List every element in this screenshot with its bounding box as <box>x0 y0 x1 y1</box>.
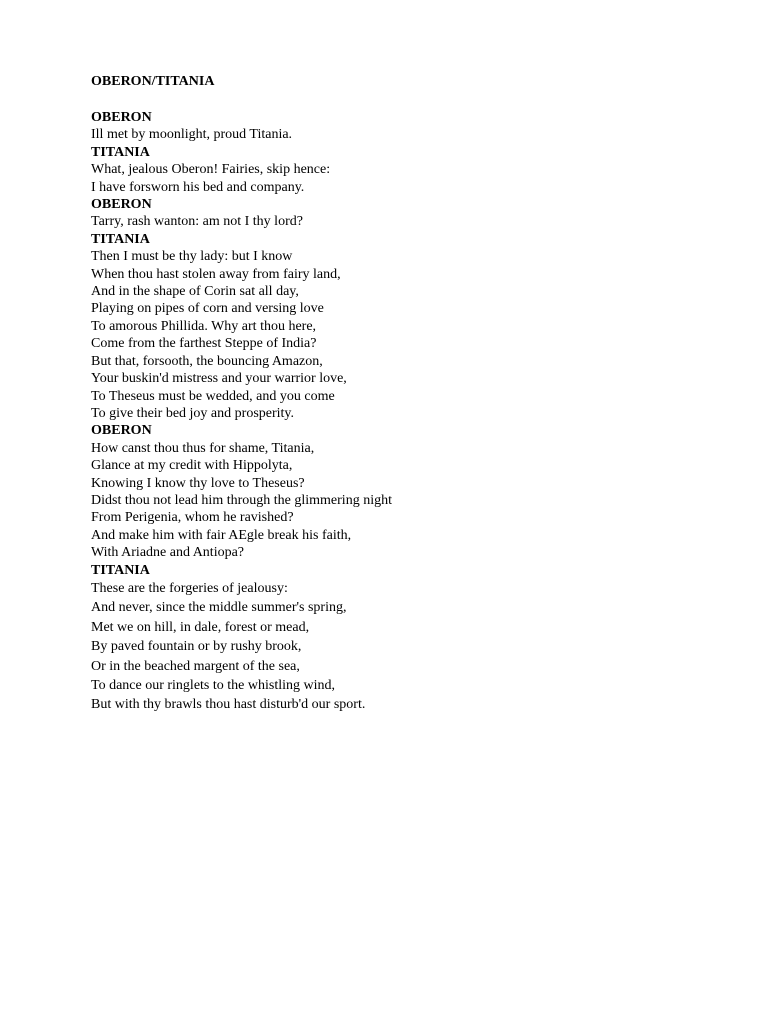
verse-line: Knowing I know thy love to Theseus? <box>91 475 305 491</box>
verse-line: How canst thou thus for shame, Titania, <box>91 440 315 456</box>
speech-titania-3 <box>91 562 711 715</box>
verse-line: What, jealous Oberon! Fairies, skip hence: <box>91 162 331 178</box>
verse-line: From Perigenia, whom he ravished? <box>91 510 294 526</box>
verse-line: Or in the beached margent of the sea, <box>91 658 300 674</box>
verse-line: These are the forgeries of jealousy: <box>91 580 288 596</box>
speaker-name: TITANIA <box>91 144 150 160</box>
verse-line: And make him with fair AEgle break his faith, <box>91 527 352 543</box>
speech-oberon-1 <box>91 109 711 144</box>
verse-line: Ill met by moonlight, proud Titania. <box>91 127 293 143</box>
speaker-name: OBERON <box>91 197 152 213</box>
verse-line: To dance our ringlets to the whistling wind, <box>91 678 335 693</box>
verse-line: Tarry, rash wanton: am not I thy lord? <box>91 214 303 230</box>
speech-titania-1 <box>91 144 711 196</box>
verse-line: Met we on hill, in dale, forest or mead, <box>91 619 310 635</box>
speaker-name: TITANIA <box>91 562 150 578</box>
speaker-name: OBERON <box>91 423 152 439</box>
verse-line: With Ariadne and Antiopa? <box>91 545 245 561</box>
speech-oberon-2 <box>91 196 711 231</box>
verse-line: Didst thou not lead him through the glimmering night <box>91 492 392 508</box>
verse-line: Glance at my credit with Hippolyta, <box>91 458 293 474</box>
speech-titania-2 <box>91 231 711 422</box>
speech-oberon-3 <box>91 422 711 561</box>
verse-line: But that, forsooth, the bouncing Amazon, <box>91 353 323 369</box>
verse-line: Come from the farthest Steppe of India? <box>91 336 317 352</box>
verse-line: And in the shape of Corin sat all day, <box>91 284 299 300</box>
verse-line: And never, since the middle summer's spring, <box>91 600 347 616</box>
verse-line: By paved fountain or by rushy brook, <box>91 639 302 655</box>
speaker-name: OBERON <box>91 110 152 125</box>
verse-line: Playing on pipes of corn and versing love <box>91 301 324 317</box>
document-title: OBERON/TITANIA <box>91 74 215 89</box>
verse-line: Your buskin'd mistress and your warrior love, <box>91 371 347 387</box>
verse-line: When thou hast stolen away from fairy land, <box>91 266 341 282</box>
verse-line: Then I must be thy lady: but I know <box>91 249 293 265</box>
verse-line: But with thy brawls thou hast disturb'd our sport. <box>91 697 366 713</box>
title-spacer <box>91 90 711 109</box>
speaker-name: TITANIA <box>91 231 150 247</box>
verse-line: I have forsworn his bed and company. <box>91 179 305 195</box>
document-page <box>91 73 711 715</box>
verse-line: To give their bed joy and prosperity. <box>91 405 295 421</box>
verse-line: To Theseus must be wedded, and you come <box>91 388 335 404</box>
verse-line: To amorous Phillida. Why art thou here, <box>91 318 317 334</box>
